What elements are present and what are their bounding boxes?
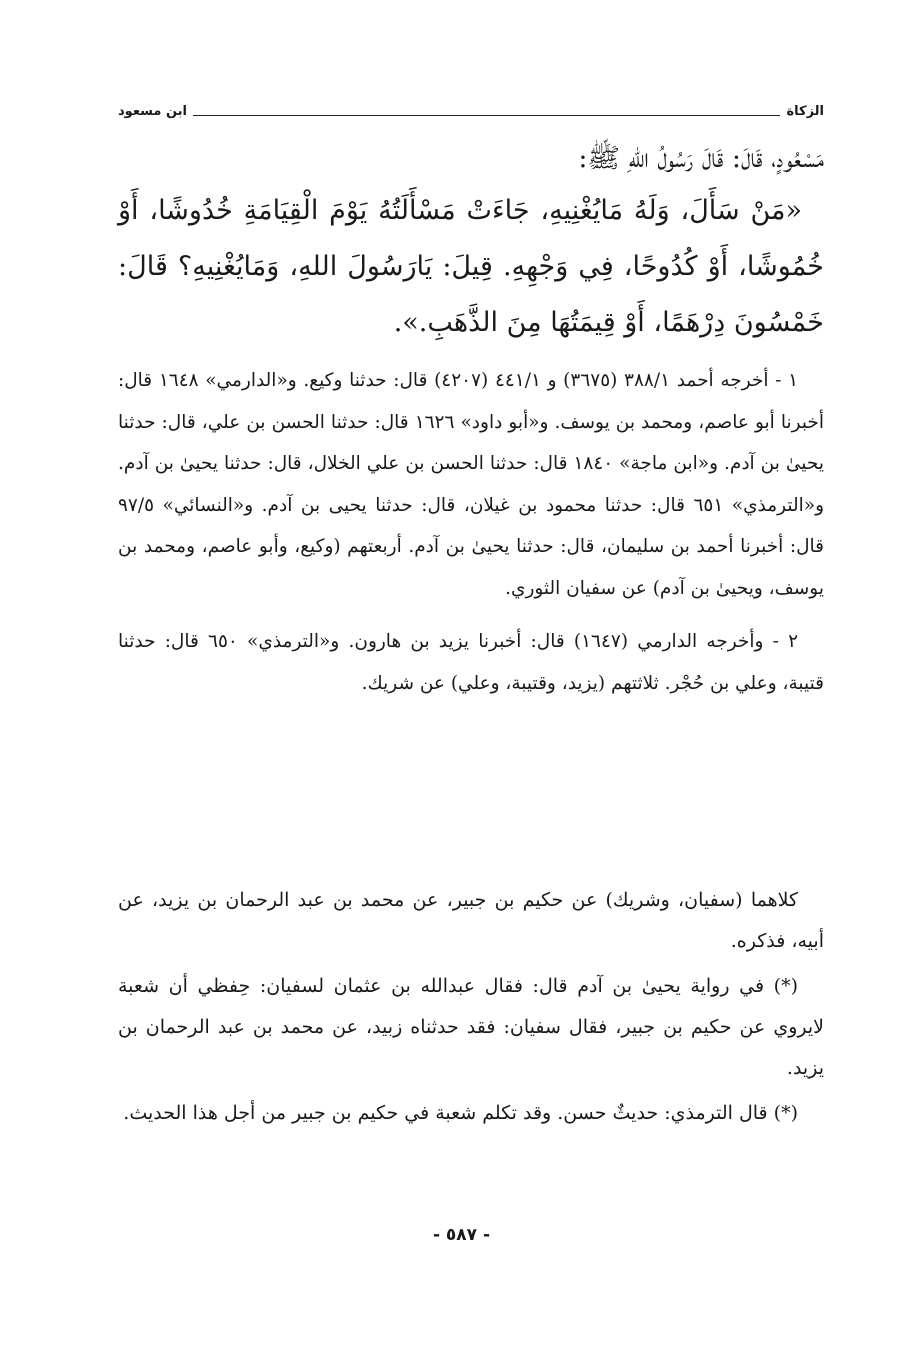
page-number: - ٥٨٧ - — [432, 1225, 491, 1245]
note-chain: كلاهما (سفيان، وشريك) عن حكيم بن جبير، عن محمد بن عبد الرحمان بن يزيد، عن أبيه، فذكره. — [118, 889, 824, 952]
note-yahya: (*) في رواية يحيىٰ بن آدم قال: فقال عبدالله بن عثمان لسفيان: حِفظي أن شعبة لايروي عن حكيم بن جبير، فقال سفيان: فقد حدثناه زبيد، عن محمد بن عبد الرحمان بن يزيد. — [118, 975, 824, 1079]
intro-line: مَسْعُودٍ، قَالَ: قَالَ رَسُولُ اللهِ ﷺ: — [578, 143, 824, 174]
header-section-title: الزكاة — [786, 103, 824, 119]
running-header — [118, 98, 824, 124]
footnote-1: ١ - أخرجه أحمد ٣٨٨/١ (٣٦٧٥) و ٤٤١/١ (٤٢٠٧) قال: حدثنا وكيع. و«الدارمي» ١٦٤٨ قال: أخبرنا أبو عاصم، ومحمد بن يوسف. و«أبو داود» ١٦٢٦ قال: حدثنا الحسن بن علي، قال: حدثنا يحيىٰ بن آدم. و«ابن ماجة» ١٨٤٠ قال: حدثنا الحسن بن علي الخلال، قال: حدثنا يحيىٰ بن آدم. و«الترمذي» ٦٥١ قال: حدثنا محمود بن غيلان، قال: حدثنا يحيى بن آدم. و«النسائي» ٩٧/٥ قال: أخبرنا أحمد بن سليمان، قال: حدثنا يحيىٰ بن آدم. أربعتهم (وكيع، وأبو عاصم، ومحمد بن يوسف، ويحيىٰ بن آدم) عن سفيان الثوري. — [118, 370, 825, 599]
notes-block — [118, 880, 824, 1138]
header-rule — [193, 115, 780, 116]
footnotes-block — [118, 360, 824, 716]
hadith-text: «مَنْ سَأَلَ، وَلَهُ مَايُغْنِيهِ، جَاءَتْ مَسْأَلَتُهُ يَوْمَ الْقِيَامَةِ خُدُوشًا، أَوْ خُمُوشًا، أَوْ كُدُوحًا، فِي وَجْهِهِ. قِيلَ: يَارَسُولَ اللهِ، وَمَايُغْنِيهِ؟ قَالَ: خَمْسُونَ دِرْهَمًا، أَوْ قِيمَتُهَا مِنَ الذَّهَبِ.». — [118, 195, 824, 338]
header-chapter-title: ابن مسعود — [118, 103, 187, 119]
note-tirmidhi: (*) قال الترمذي: حديثٌ حسن. وقد تكلم شعبة في حكيم بن جبير من أجل هذا الحديث. — [123, 1102, 798, 1124]
footnote-2: ٢ - وأخرجه الدارمي (١٦٤٧) قال: أخبرنا يزيد بن هارون. و«الترمذي» ٦٥٠ قال: حدثنا قتيبة، وعلي بن حُجْر. ثلاثتهم (يزيد، وقتيبة، وعلي) عن شريك. — [118, 631, 824, 694]
